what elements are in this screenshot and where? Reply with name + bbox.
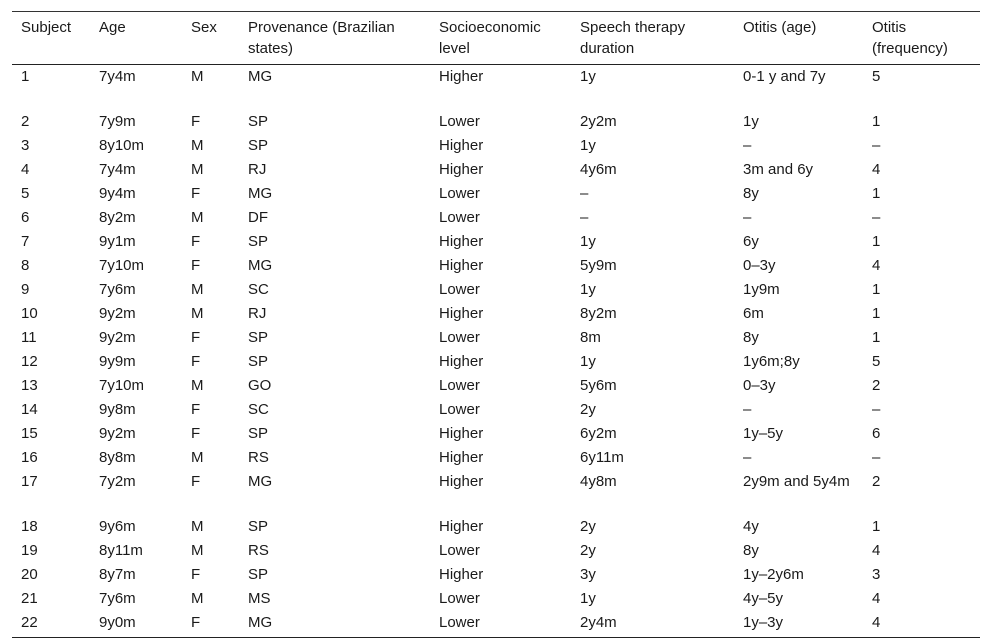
cell-speech-therapy-duration: 2y2m — [580, 113, 617, 130]
cell-socioeconomic-level: Higher — [439, 566, 484, 583]
cell-otitis-frequency: 2 — [872, 377, 881, 394]
cell-socioeconomic-level: Lower — [439, 401, 480, 418]
cell-subject: 2 — [21, 113, 30, 130]
cell-provenance: SP — [248, 137, 269, 154]
cell-age: 9y8m — [99, 401, 136, 418]
table-row — [12, 302, 980, 326]
cell-otitis-frequency: 1 — [872, 329, 881, 346]
cell-sex: F — [191, 425, 201, 442]
cell-subject: 11 — [21, 329, 37, 346]
cell-socioeconomic-level: Lower — [439, 113, 480, 130]
cell-otitis-age: 4y — [743, 518, 759, 535]
cell-otitis-age: – — [743, 137, 752, 154]
cell-subject: 4 — [21, 161, 30, 178]
cell-socioeconomic-level: Lower — [439, 209, 480, 226]
cell-subject: 14 — [21, 401, 38, 418]
cell-subject: 19 — [21, 542, 38, 559]
cell-subject: 8 — [21, 257, 30, 274]
cell-subject: 10 — [21, 305, 38, 322]
cell-provenance: SP — [248, 233, 269, 250]
table-header — [12, 12, 980, 65]
table-row — [12, 470, 980, 515]
cell-otitis-age: 6y — [743, 233, 759, 250]
cell-socioeconomic-level: Higher — [439, 425, 484, 442]
cell-otitis-age: 4y–5y — [743, 590, 784, 607]
col-header-otitis-frequency: Otitis (frequency) — [872, 19, 948, 57]
cell-age: 8y2m — [99, 209, 136, 226]
cell-age: 8y10m — [99, 137, 145, 154]
col-header-socioeconomic-level: Socioeconomic level — [439, 19, 541, 57]
cell-speech-therapy-duration: 8m — [580, 329, 601, 346]
cell-socioeconomic-level: Higher — [439, 473, 484, 490]
cell-provenance: DF — [248, 209, 268, 226]
cell-otitis-age: 0–3y — [743, 257, 776, 274]
cell-subject: 17 — [21, 473, 38, 490]
col-header-speech-therapy-duration: Speech therapy duration — [580, 19, 686, 57]
cell-otitis-frequency: 1 — [872, 281, 881, 298]
cell-speech-therapy-duration: 6y11m — [580, 449, 624, 466]
cell-sex: F — [191, 353, 201, 370]
cell-otitis-frequency: 4 — [872, 257, 881, 274]
cell-otitis-age: – — [743, 449, 752, 466]
cell-subject: 18 — [21, 518, 38, 535]
cell-provenance: MG — [248, 257, 273, 274]
cell-age: 9y2m — [99, 329, 136, 346]
cell-otitis-frequency: 3 — [872, 566, 881, 583]
cell-otitis-frequency: – — [872, 137, 881, 154]
cell-otitis-age: 6m — [743, 305, 764, 322]
cell-age: 9y6m — [99, 518, 136, 535]
cell-provenance: SP — [248, 329, 269, 346]
cell-otitis-frequency: 4 — [872, 590, 881, 607]
cell-provenance: SC — [248, 401, 269, 418]
cell-otitis-age: – — [743, 209, 752, 226]
cell-otitis-age: 0–3y — [743, 377, 776, 394]
cell-age: 7y10m — [99, 257, 145, 274]
cell-sex: M — [191, 518, 204, 535]
table-row — [12, 326, 980, 350]
cell-otitis-age: 1y–3y — [743, 614, 784, 631]
cell-sex: F — [191, 113, 201, 130]
cell-socioeconomic-level: Lower — [439, 377, 480, 394]
cell-otitis-frequency: 5 — [872, 68, 881, 85]
cell-subject: 6 — [21, 209, 30, 226]
table-row — [12, 350, 980, 374]
cell-speech-therapy-duration: 1y — [580, 233, 596, 250]
table-row — [12, 182, 980, 206]
table-row — [12, 134, 980, 158]
cell-speech-therapy-duration: 3y — [580, 566, 596, 583]
cell-otitis-age: 1y6m;8y — [743, 353, 800, 370]
cell-sex: F — [191, 233, 201, 250]
cell-age: 9y0m — [99, 614, 136, 631]
cell-subject: 3 — [21, 137, 30, 154]
cell-speech-therapy-duration: – — [580, 209, 589, 226]
cell-otitis-frequency: 1 — [872, 305, 881, 322]
cell-speech-therapy-duration: 2y4m — [580, 614, 617, 631]
cell-otitis-frequency: 2 — [872, 473, 881, 490]
cell-provenance: GO — [248, 377, 272, 394]
table-row — [12, 278, 980, 302]
cell-subject: 20 — [21, 566, 38, 583]
cell-provenance: SP — [248, 113, 269, 130]
cell-age: 9y9m — [99, 353, 136, 370]
cell-otitis-age: – — [743, 401, 752, 418]
cell-age: 8y8m — [99, 449, 136, 466]
cell-subject: 12 — [21, 353, 38, 370]
cell-subject: 22 — [21, 614, 38, 631]
cell-otitis-age: 1y–2y6m — [743, 566, 804, 583]
cell-subject: 16 — [21, 449, 38, 466]
table-row — [12, 374, 980, 398]
cell-sex: M — [191, 281, 204, 298]
cell-otitis-frequency: – — [872, 449, 881, 466]
cell-otitis-frequency: – — [872, 401, 881, 418]
cell-provenance: SP — [248, 566, 269, 583]
cell-age: 7y9m — [99, 113, 136, 130]
cell-socioeconomic-level: Lower — [439, 590, 480, 607]
cell-provenance: MG — [248, 185, 273, 202]
cell-otitis-age: 3m and 6y — [743, 161, 814, 178]
cell-otitis-frequency: 1 — [872, 185, 881, 202]
cell-otitis-age: 1y — [743, 113, 759, 130]
cell-sex: M — [191, 305, 204, 322]
table-row — [12, 110, 980, 134]
cell-speech-therapy-duration: 2y — [580, 401, 596, 418]
cell-speech-therapy-duration: – — [580, 185, 589, 202]
cell-subject: 9 — [21, 281, 30, 298]
cell-provenance: MG — [248, 68, 273, 85]
table-row — [12, 515, 980, 539]
table-row — [12, 563, 980, 587]
cell-socioeconomic-level: Lower — [439, 542, 480, 559]
cell-speech-therapy-duration: 1y — [580, 353, 596, 370]
cell-socioeconomic-level: Higher — [439, 449, 484, 466]
cell-speech-therapy-duration: 2y — [580, 542, 596, 559]
cell-sex: F — [191, 614, 201, 631]
cell-sex: M — [191, 377, 204, 394]
cell-socioeconomic-level: Lower — [439, 329, 480, 346]
table-row — [12, 539, 980, 563]
table-row — [12, 158, 980, 182]
cell-provenance: MG — [248, 614, 273, 631]
table-row — [12, 446, 980, 470]
cell-age: 9y2m — [99, 305, 136, 322]
table-row — [12, 230, 980, 254]
cell-otitis-frequency: 4 — [872, 161, 881, 178]
cell-socioeconomic-level: Higher — [439, 68, 484, 85]
cell-subject: 21 — [21, 590, 38, 607]
col-header-provenance: Provenance (Brazilian states) — [248, 19, 395, 57]
cell-provenance: SP — [248, 425, 269, 442]
cell-sex: M — [191, 137, 204, 154]
cell-otitis-frequency: 1 — [872, 233, 881, 250]
cell-speech-therapy-duration: 5y6m — [580, 377, 617, 394]
cell-otitis-age: 8y — [743, 542, 759, 559]
cell-otitis-frequency: 1 — [872, 518, 881, 535]
cell-age: 7y4m — [99, 161, 136, 178]
cell-otitis-frequency: 4 — [872, 542, 881, 559]
cell-subject: 15 — [21, 425, 38, 442]
cell-speech-therapy-duration: 6y2m — [580, 425, 617, 442]
cell-otitis-frequency: 4 — [872, 614, 881, 631]
cell-socioeconomic-level: Higher — [439, 257, 484, 274]
cell-otitis-age: 0-1 y and 7y — [743, 68, 826, 85]
cell-sex: M — [191, 209, 204, 226]
cell-age: 9y4m — [99, 185, 136, 202]
cell-provenance: MS — [248, 590, 271, 607]
table-row — [12, 587, 980, 611]
cell-subject: 7 — [21, 233, 30, 250]
cell-otitis-frequency: – — [872, 209, 881, 226]
cell-provenance: RJ — [248, 161, 267, 178]
cell-sex: F — [191, 257, 201, 274]
cell-sex: M — [191, 542, 204, 559]
cell-speech-therapy-duration: 2y — [580, 518, 596, 535]
cell-speech-therapy-duration: 1y — [580, 590, 596, 607]
table-row — [12, 254, 980, 278]
cell-socioeconomic-level: Higher — [439, 137, 484, 154]
header-row — [12, 12, 980, 65]
cell-socioeconomic-level: Higher — [439, 233, 484, 250]
table-row — [12, 206, 980, 230]
cell-age: 9y2m — [99, 425, 136, 442]
cell-provenance: RJ — [248, 305, 267, 322]
cell-sex: M — [191, 161, 204, 178]
table-body — [12, 65, 980, 638]
cell-speech-therapy-duration: 1y — [580, 281, 596, 298]
subjects-table — [12, 11, 980, 638]
cell-sex: F — [191, 185, 201, 202]
cell-provenance: SP — [248, 518, 269, 535]
cell-socioeconomic-level: Higher — [439, 305, 484, 322]
cell-socioeconomic-level: Higher — [439, 353, 484, 370]
cell-subject: 5 — [21, 185, 30, 202]
cell-socioeconomic-level: Lower — [439, 281, 480, 298]
cell-age: 7y4m — [99, 68, 136, 85]
cell-speech-therapy-duration: 8y2m — [580, 305, 617, 322]
cell-age: 7y6m — [99, 281, 136, 298]
cell-provenance: RS — [248, 449, 269, 466]
col-header-age: Age — [99, 19, 126, 36]
cell-subject: 13 — [21, 377, 38, 394]
cell-otitis-age: 1y9m — [743, 281, 780, 298]
cell-sex: F — [191, 473, 201, 490]
cell-age: 8y11m — [99, 542, 143, 559]
table-row — [12, 398, 980, 422]
table-row — [12, 65, 980, 111]
cell-otitis-age: 1y–5y — [743, 425, 784, 442]
table-row — [12, 611, 980, 638]
cell-provenance: SP — [248, 353, 269, 370]
cell-otitis-frequency: 5 — [872, 353, 881, 370]
cell-speech-therapy-duration: 1y — [580, 137, 596, 154]
cell-otitis-frequency: 6 — [872, 425, 881, 442]
cell-speech-therapy-duration: 1y — [580, 68, 596, 85]
col-header-subject: Subject — [21, 19, 72, 36]
cell-otitis-age: 8y — [743, 185, 759, 202]
cell-otitis-age: 8y — [743, 329, 759, 346]
cell-age: 7y10m — [99, 377, 145, 394]
table-row — [12, 422, 980, 446]
cell-age: 8y7m — [99, 566, 136, 583]
cell-speech-therapy-duration: 4y8m — [580, 473, 617, 490]
cell-socioeconomic-level: Lower — [439, 185, 480, 202]
cell-sex: F — [191, 566, 201, 583]
cell-provenance: MG — [248, 473, 273, 490]
cell-sex: M — [191, 590, 204, 607]
cell-socioeconomic-level: Higher — [439, 518, 484, 535]
cell-sex: M — [191, 68, 204, 85]
col-header-sex: Sex — [191, 19, 217, 36]
cell-speech-therapy-duration: 5y9m — [580, 257, 617, 274]
cell-age: 9y1m — [99, 233, 136, 250]
col-header-otitis-age: Otitis (age) — [743, 19, 817, 36]
cell-speech-therapy-duration: 4y6m — [580, 161, 617, 178]
cell-age: 7y2m — [99, 473, 136, 490]
cell-sex: F — [191, 329, 201, 346]
cell-otitis-frequency: 1 — [872, 113, 881, 130]
cell-provenance: RS — [248, 542, 269, 559]
cell-socioeconomic-level: Higher — [439, 161, 484, 178]
cell-otitis-age: 2y9m and 5y4m — [743, 473, 850, 490]
cell-subject: 1 — [21, 68, 30, 85]
cell-provenance: SC — [248, 281, 269, 298]
cell-age: 7y6m — [99, 590, 136, 607]
cell-socioeconomic-level: Lower — [439, 614, 480, 631]
cell-sex: F — [191, 401, 201, 418]
cell-sex: M — [191, 449, 204, 466]
